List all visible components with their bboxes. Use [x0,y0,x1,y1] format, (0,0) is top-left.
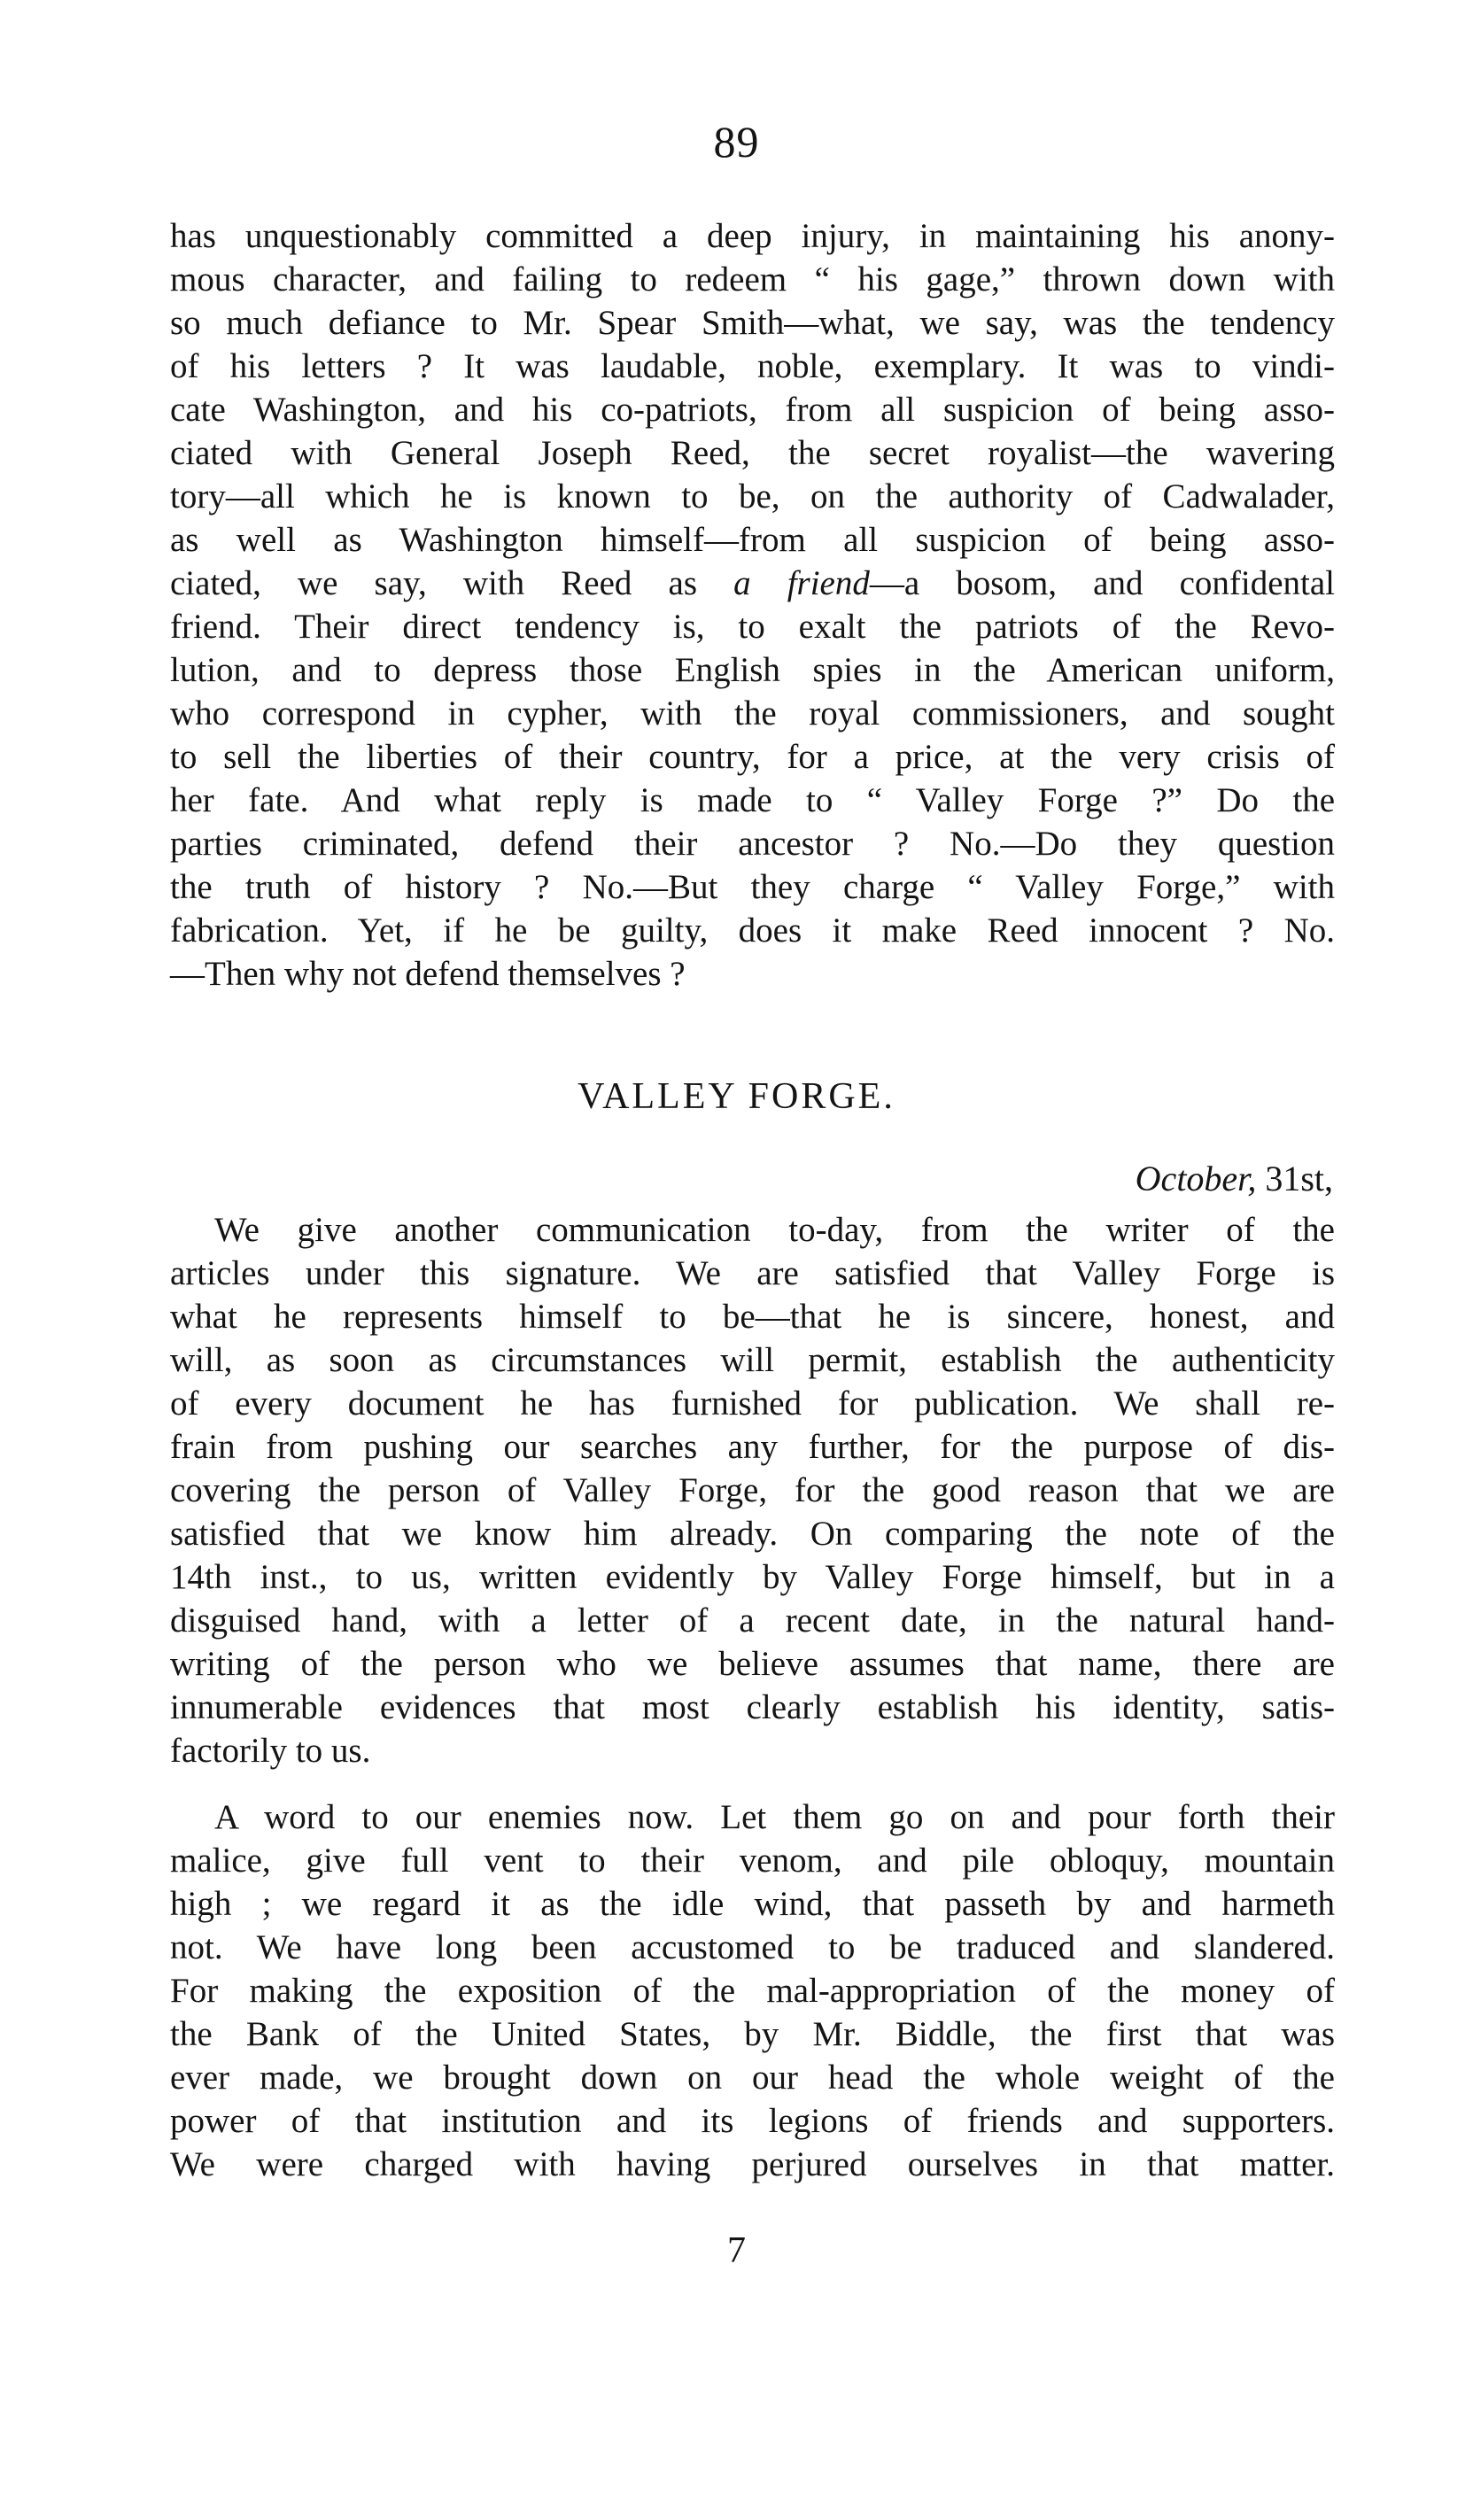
text-line: satisfied that we know him already. On comparing the note of the [170,1515,1335,1553]
text-line: what he represents himself to be—that he is sincere, honest, and [170,1298,1335,1336]
text-line: lution, and to depress those English spies in the American uniform, [170,651,1335,689]
text-segment: —a bosom, and confidental [869,564,1335,602]
text-line: so much defiance to Mr. Spear Smith—what, we say, was the tendency [170,304,1335,342]
text-line: high ; we regard it as the idle wind, that passeth by and harmeth [170,1885,1335,1923]
text-line: —Then why not defend themselves ? [170,955,686,993]
text-line: frain from pushing our searches any further, for the purpose of dis- [170,1428,1335,1466]
text-line: 14th inst., to us, written evidently by Valley Forge himself, but in a [170,1558,1335,1596]
text-line-with-italic [170,562,1335,605]
text-line: her fate. And what reply is made to “ Valley Forge ?” Do the [170,781,1335,819]
text-line: A word to our enemies now. Let them go on and pour forth their [214,1798,1335,1836]
text-line: disguised hand, with a letter of a recent date, in the natural hand- [170,1601,1335,1640]
text-line: of his letters ? It was laudable, noble, exemplary. It was to vindi- [170,347,1335,385]
text-line: mous character, and failing to redeem “ his gage,” thrown down with [170,260,1335,299]
text-line: We give another communication to-day, from the writer of the [214,1211,1335,1249]
paragraph-enemies [170,1795,1335,2186]
text-line: the Bank of the United States, by Mr. Biddle, the first that was [170,2015,1335,2053]
text-segment: ciated, we say, with Reed as [170,564,697,602]
paragraph-intro [170,214,1335,996]
text-line: of every document he has furnished for publication. We shall re- [170,1384,1335,1423]
text-line: malice, give full vent to their venom, and pile obloquy, mountain [170,1842,1335,1880]
text-line: not. We have long been accustomed to be traduced and slandered. [170,1928,1335,1966]
text-line: has unquestionably committed a deep injury, in maintaining his anony- [170,217,1335,255]
text-line: articles under this signature. We are satisfied that Valley Forge is [170,1254,1335,1292]
text-line: covering the person of Valley Forge, for the good reason that we are [170,1471,1335,1509]
text-line: as well as Washington himself—from all suspicion of being asso- [170,521,1335,559]
paragraph-editorial [170,1208,1335,1772]
text-line: innumerable evidences that most clearly establish his identity, satis- [170,1688,1335,1726]
text-line: to sell the liberties of their country, for a price, at the very crisis of [170,738,1335,776]
text-line: We were charged with having perjured ourselves in that matter. [170,2145,1335,2183]
text-line: cate Washington, and his co-patriots, from all suspicion of being asso- [170,391,1335,429]
text-line: the truth of history ? No.—But they charge “ Valley Forge,” with [170,868,1335,906]
text-line: parties criminated, defend their ancestor ? No.—Do they question [170,825,1335,863]
text-line: will, as soon as circumstances will permit, establish the authenticity [170,1341,1335,1379]
text-line: fabrication. Yet, if he be guilty, does it make Reed innocent ? No. [170,911,1335,950]
date-day: 31st, [1265,1159,1333,1198]
text-line: writing of the person who we believe assumes that name, there are [170,1645,1335,1683]
section-heading: VALLEY FORGE. [578,1076,895,1117]
page-number: 89 [713,117,760,167]
dateline [1136,1157,1333,1201]
text-line: For making the exposition of the mal-appropriation of the money of [170,1972,1335,2010]
text-line: ever made, we brought down on our head the whole weight of the [170,2059,1335,2097]
date-month: October, [1135,1159,1257,1198]
text-line: power of that institution and its legions of friends and supporters. [170,2102,1335,2140]
text-line: factorily to us. [170,1732,371,1770]
text-line: tory—all which he is known to be, on the authority of Cadwalader, [170,477,1335,516]
text-line: who correspond in cypher, with the royal commissioners, and sought [170,694,1335,733]
text-line: friend. Their direct tendency is, to exalt the patriots of the Revo- [170,608,1335,646]
italic-word: a friend [733,564,870,602]
text-line: ciated with General Joseph Reed, the secret royalist—the wavering [170,434,1335,472]
signature-mark: 7 [727,2230,746,2271]
